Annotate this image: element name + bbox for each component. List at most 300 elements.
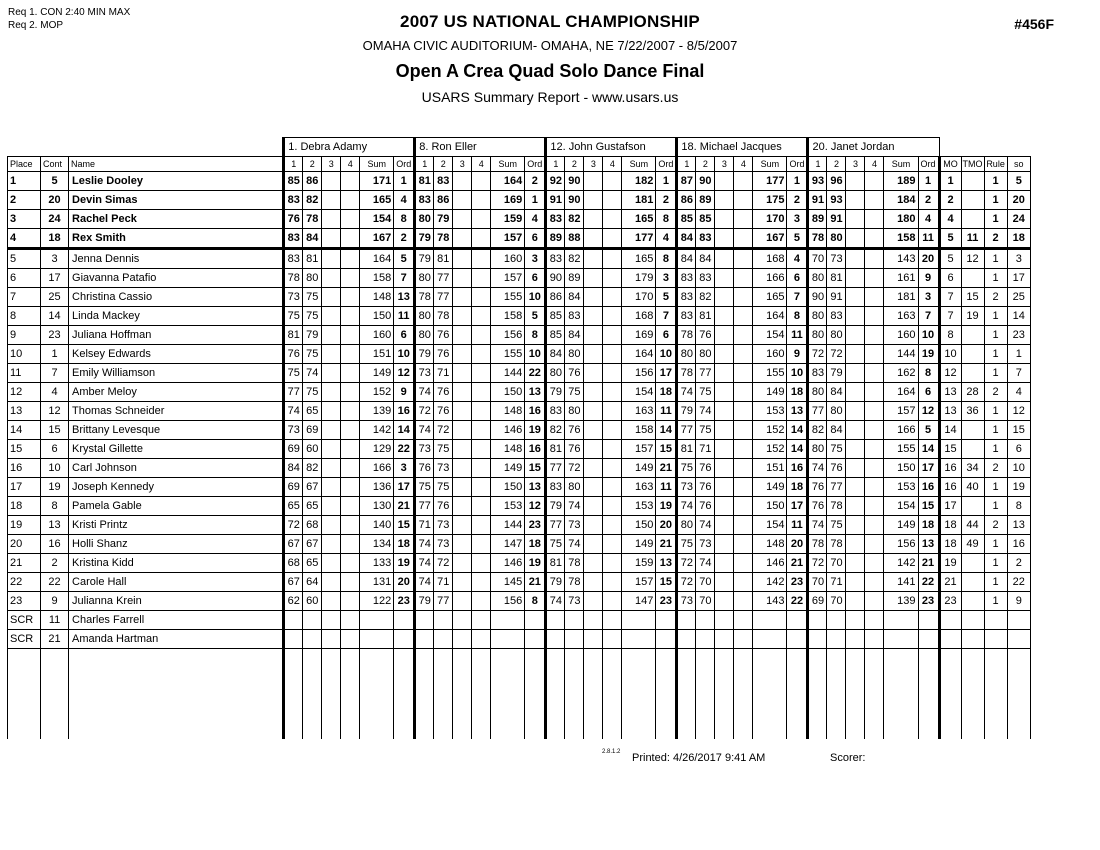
cell-j3-mark4	[603, 306, 622, 325]
cell-rule: 2	[984, 382, 1007, 401]
cell-rule: 1	[984, 534, 1007, 553]
cell-j2-sum: 158	[491, 306, 525, 325]
cell-j2-sum: 156	[491, 325, 525, 344]
header-judge3-4: 4	[603, 156, 622, 171]
cell-j1-mark4	[341, 248, 360, 268]
cell-j5-mark4	[865, 572, 884, 591]
tail-mark	[846, 648, 865, 667]
cell-j4-sum: 164	[753, 306, 787, 325]
cell-j1-mark4	[341, 591, 360, 610]
cell-j2-mark3	[453, 553, 472, 572]
tail-ord	[525, 703, 546, 721]
cell-name: Giavanna Patafio	[69, 268, 284, 287]
header-judge2-sum: Sum	[491, 156, 525, 171]
cell-j2-mark2: 75	[434, 439, 453, 458]
cell-j2-mark3	[453, 287, 472, 306]
cell-j3-mark1: 89	[546, 228, 565, 248]
header-judge1-2: 2	[303, 156, 322, 171]
cell-j4-mark4	[734, 401, 753, 420]
cell-j3-sum: 157	[622, 439, 656, 458]
cell-j2-ord: 4	[525, 209, 546, 228]
cell-j1-ord: 2	[394, 228, 415, 248]
cell-j5-mark2: 80	[827, 325, 846, 344]
cell-mo: 23	[939, 591, 961, 610]
results-table	[7, 137, 1031, 739]
tail-mark	[715, 703, 734, 721]
cell-j3-mark3	[584, 248, 603, 268]
cell-tmo: 34	[961, 458, 984, 477]
cell-j4-sum: 152	[753, 439, 787, 458]
cell-j5-mark2: 70	[827, 553, 846, 572]
cell-j5-mark1: 70	[808, 572, 827, 591]
cell-j4-mark1: 74	[677, 382, 696, 401]
cell-j1-ord: 18	[394, 534, 415, 553]
cell-j2-mark3	[453, 382, 472, 401]
cell-j3-mark3	[584, 190, 603, 209]
tail-so	[1007, 721, 1030, 739]
cell-j5-mark3	[846, 268, 865, 287]
cell-j2-mark4	[472, 228, 491, 248]
cell-j1-mark1: 76	[284, 344, 303, 363]
cell-j1-mark4	[341, 363, 360, 382]
cell-j3-mark3	[584, 209, 603, 228]
cell-j1-mark3	[322, 209, 341, 228]
cell-j4-mark2: 83	[696, 228, 715, 248]
tail-mark	[696, 721, 715, 739]
cell-rule: 2	[984, 515, 1007, 534]
cell-j5-mark1: 82	[808, 420, 827, 439]
tail-mark	[827, 703, 846, 721]
cell-j1-sum	[360, 629, 394, 648]
tail-mark	[827, 667, 846, 685]
cell-j3-mark4	[603, 515, 622, 534]
tail-mark	[603, 685, 622, 703]
tail-sum	[360, 703, 394, 721]
cell-j4-sum: 153	[753, 401, 787, 420]
header-judge4-sum: Sum	[753, 156, 787, 171]
cell-j3-mark4	[603, 287, 622, 306]
cell-j4-mark2: 77	[696, 363, 715, 382]
cell-mo: 13	[939, 382, 961, 401]
cell-j2-mark2: 76	[434, 496, 453, 515]
cell-j2-ord: 6	[525, 228, 546, 248]
cell-j1-mark3	[322, 306, 341, 325]
tail-mark	[434, 667, 453, 685]
cell-cont: 20	[41, 190, 69, 209]
cell-j3-mark3	[584, 610, 603, 629]
cell-cont: 2	[41, 553, 69, 572]
cell-j3-mark4	[603, 420, 622, 439]
cell-j1-ord: 1	[394, 171, 415, 190]
cell-tmo: 12	[961, 248, 984, 268]
cell-place: 6	[8, 268, 41, 287]
cell-j1-mark1: 77	[284, 382, 303, 401]
cell-j4-mark2: 89	[696, 190, 715, 209]
cell-j3-mark1: 83	[546, 209, 565, 228]
cell-j3-mark2: 74	[565, 496, 584, 515]
tail-mark	[453, 648, 472, 667]
cell-rule: 1	[984, 496, 1007, 515]
cell-j1-mark4	[341, 401, 360, 420]
cell-j3-mark4	[603, 268, 622, 287]
cell-j3-sum: 169	[622, 325, 656, 344]
cell-j3-sum: 149	[622, 534, 656, 553]
cell-j5-ord: 18	[918, 515, 939, 534]
cell-j1-sum: 148	[360, 287, 394, 306]
cell-j5-mark1: 76	[808, 477, 827, 496]
cell-name: Julianna Krein	[69, 591, 284, 610]
tail-mark	[284, 703, 303, 721]
cell-j5-mark2	[827, 610, 846, 629]
cell-j5-mark4	[865, 287, 884, 306]
cell-mo: 13	[939, 401, 961, 420]
tail-sum	[360, 721, 394, 739]
cell-j5-mark3	[846, 496, 865, 515]
cell-j4-mark1: 83	[677, 306, 696, 325]
cell-j4-ord: 14	[787, 420, 808, 439]
cell-j3-mark3	[584, 477, 603, 496]
cell-j1-mark2: 67	[303, 534, 322, 553]
cell-j5-mark1: 78	[808, 228, 827, 248]
cell-j2-mark1: 79	[415, 228, 434, 248]
tail-place	[8, 648, 41, 667]
cell-j4-sum: 150	[753, 496, 787, 515]
cell-j3-ord: 10	[656, 344, 677, 363]
cell-j4-ord: 11	[787, 515, 808, 534]
tail-mark	[434, 685, 453, 703]
tail-mark	[865, 648, 884, 667]
cell-rule: 1	[984, 591, 1007, 610]
cell-j3-mark1: 75	[546, 534, 565, 553]
cell-j5-ord: 1	[918, 171, 939, 190]
cell-j4-mark3	[715, 325, 734, 344]
cell-j2-mark2: 72	[434, 553, 453, 572]
cell-j4-mark2: 70	[696, 572, 715, 591]
tail-sum	[491, 648, 525, 667]
tail-mark	[584, 667, 603, 685]
cell-j1-mark1: 67	[284, 534, 303, 553]
header-judge4-4: 4	[734, 156, 753, 171]
cell-j4-mark3	[715, 496, 734, 515]
tail-ord	[787, 721, 808, 739]
cell-j5-mark3	[846, 325, 865, 344]
cell-j1-mark1: 67	[284, 572, 303, 591]
tail-mark	[303, 721, 322, 739]
cell-j3-sum	[622, 610, 656, 629]
cell-j2-mark4	[472, 420, 491, 439]
cell-j1-mark1: 74	[284, 401, 303, 420]
cell-cont: 21	[41, 629, 69, 648]
cell-j3-mark4	[603, 209, 622, 228]
cell-j1-sum	[360, 610, 394, 629]
tail-place	[8, 667, 41, 685]
cell-j2-mark3	[453, 209, 472, 228]
cell-j2-sum: 156	[491, 591, 525, 610]
tail-mark	[415, 721, 434, 739]
tail-mark	[453, 667, 472, 685]
cell-rule: 1	[984, 209, 1007, 228]
cell-j3-mark4	[603, 363, 622, 382]
cell-cont: 5	[41, 171, 69, 190]
header-judge4-1: 1	[677, 156, 696, 171]
tail-mark	[846, 667, 865, 685]
tail-ord	[656, 648, 677, 667]
cell-j5-mark3	[846, 458, 865, 477]
header-judge1-1: 1	[284, 156, 303, 171]
cell-j1-mark4	[341, 553, 360, 572]
judge-name-header-2: 8. Ron Eller	[415, 138, 546, 157]
cell-j3-mark3	[584, 325, 603, 344]
cell-j3-mark4	[603, 401, 622, 420]
header-place: Place	[8, 156, 41, 171]
cell-j5-mark4	[865, 306, 884, 325]
cell-j1-ord: 20	[394, 572, 415, 591]
cell-j1-mark3	[322, 344, 341, 363]
cell-j4-mark3	[715, 553, 734, 572]
cell-mo	[939, 629, 961, 648]
cell-j3-mark4	[603, 458, 622, 477]
tail-sum	[622, 648, 656, 667]
tail-mark	[341, 648, 360, 667]
cell-j1-mark2: 60	[303, 439, 322, 458]
cell-j5-mark3	[846, 610, 865, 629]
cell-j2-mark4	[472, 171, 491, 190]
tail-cont	[41, 703, 69, 721]
cell-j4-ord: 2	[787, 190, 808, 209]
cell-j5-mark2: 77	[827, 477, 846, 496]
cell-j4-ord: 14	[787, 439, 808, 458]
tail-mark	[565, 648, 584, 667]
tail-mark	[472, 685, 491, 703]
tail-name	[69, 721, 284, 739]
cell-j4-sum	[753, 629, 787, 648]
cell-rule: 2	[984, 287, 1007, 306]
cell-j3-mark2: 72	[565, 458, 584, 477]
cell-so: 9	[1007, 591, 1030, 610]
tail-mark	[415, 703, 434, 721]
cell-j5-mark4	[865, 344, 884, 363]
championship-title: 2007 US NATIONAL CHAMPIONSHIP	[400, 12, 700, 31]
tail-mo	[939, 721, 961, 739]
tail-mark	[808, 648, 827, 667]
cell-j1-ord: 3	[394, 458, 415, 477]
cell-place: 9	[8, 325, 41, 344]
cell-j1-mark2: 78	[303, 209, 322, 228]
cell-j5-sum: 160	[884, 325, 918, 344]
cell-j5-ord	[918, 610, 939, 629]
cell-j5-ord: 6	[918, 382, 939, 401]
cell-j2-mark1: 80	[415, 325, 434, 344]
cell-j1-mark2: 75	[303, 344, 322, 363]
cell-j4-mark4	[734, 171, 753, 190]
cell-j3-mark4	[603, 228, 622, 248]
cell-so: 12	[1007, 401, 1030, 420]
cell-j1-mark1: 75	[284, 306, 303, 325]
cell-j1-mark4	[341, 610, 360, 629]
cell-j3-mark3	[584, 629, 603, 648]
cell-j2-mark4	[472, 401, 491, 420]
tail-mark	[434, 648, 453, 667]
cell-j3-mark4	[603, 344, 622, 363]
cell-j1-ord: 15	[394, 515, 415, 534]
cell-j2-ord: 18	[525, 534, 546, 553]
tail-mo	[939, 667, 961, 685]
cell-j2-mark1: 77	[415, 496, 434, 515]
cell-name: Charles Farrell	[69, 610, 284, 629]
cell-j4-mark3	[715, 515, 734, 534]
cell-j5-mark4	[865, 401, 884, 420]
result-row-1-5	[8, 171, 1031, 190]
cell-j4-mark4	[734, 591, 753, 610]
cell-j3-mark1: 85	[546, 306, 565, 325]
cell-cont: 9	[41, 591, 69, 610]
cell-j5-mark2: 91	[827, 209, 846, 228]
cell-so: 7	[1007, 363, 1030, 382]
tail-ord	[525, 648, 546, 667]
cell-tmo: 36	[961, 401, 984, 420]
tail-ord	[918, 648, 939, 667]
cell-rule: 2	[984, 228, 1007, 248]
cell-j2-ord: 16	[525, 439, 546, 458]
cell-name: Thomas Schneider	[69, 401, 284, 420]
cell-j1-mark1: 75	[284, 363, 303, 382]
cell-j2-mark3	[453, 458, 472, 477]
cell-j2-ord: 8	[525, 591, 546, 610]
cell-tmo	[961, 209, 984, 228]
cell-cont: 19	[41, 477, 69, 496]
cell-j1-mark2: 75	[303, 306, 322, 325]
cell-so: 8	[1007, 496, 1030, 515]
venue-line: OMAHA CIVIC AUDITORIUM- OMAHA, NE 7/22/2007 - 8/5/2007	[362, 38, 738, 53]
cell-j2-sum: 148	[491, 439, 525, 458]
header-judge5-4: 4	[865, 156, 884, 171]
cell-j4-mark4	[734, 496, 753, 515]
cell-j5-sum: 164	[884, 382, 918, 401]
cell-j4-mark2: 76	[696, 477, 715, 496]
cell-so: 4	[1007, 382, 1030, 401]
cell-j5-mark1: 80	[808, 306, 827, 325]
tail-mark	[341, 703, 360, 721]
cell-place: SCR	[8, 610, 41, 629]
cell-name: Carl Johnson	[69, 458, 284, 477]
cell-place: 14	[8, 420, 41, 439]
tail-ord	[525, 721, 546, 739]
cell-place: 16	[8, 458, 41, 477]
cell-j2-mark1: 76	[415, 458, 434, 477]
tail-mark	[603, 703, 622, 721]
cell-j3-sum	[622, 629, 656, 648]
header-judge2-3: 3	[453, 156, 472, 171]
cell-j5-mark1: 90	[808, 287, 827, 306]
cell-j4-mark4	[734, 629, 753, 648]
cell-j1-mark3	[322, 287, 341, 306]
cell-j4-ord: 8	[787, 306, 808, 325]
cell-j5-sum: 184	[884, 190, 918, 209]
tail-mark	[734, 685, 753, 703]
tail-mark	[472, 703, 491, 721]
cell-j4-mark3	[715, 382, 734, 401]
cell-j5-mark2: 73	[827, 248, 846, 268]
header-judge4-3: 3	[715, 156, 734, 171]
cell-j4-mark3	[715, 306, 734, 325]
cell-j4-mark1: 83	[677, 287, 696, 306]
cell-j4-ord: 20	[787, 534, 808, 553]
tail-mark	[584, 685, 603, 703]
cell-j2-mark1: 73	[415, 363, 434, 382]
cell-j5-ord: 4	[918, 209, 939, 228]
cell-j2-mark3	[453, 325, 472, 344]
cell-j1-sum: 122	[360, 591, 394, 610]
cell-j2-mark2: 79	[434, 209, 453, 228]
cell-j4-mark3	[715, 591, 734, 610]
cell-j5-mark4	[865, 325, 884, 344]
cell-j2-mark1: 78	[415, 287, 434, 306]
cell-j5-ord: 16	[918, 477, 939, 496]
cell-name: Christina Cassio	[69, 287, 284, 306]
cell-j5-sum	[884, 629, 918, 648]
cell-j1-mark4	[341, 439, 360, 458]
tail-mark	[415, 667, 434, 685]
cell-cont: 12	[41, 401, 69, 420]
cell-j2-mark3	[453, 248, 472, 268]
cell-j2-mark2: 76	[434, 344, 453, 363]
cell-j4-mark1: 72	[677, 553, 696, 572]
cell-j4-mark2: 84	[696, 248, 715, 268]
cell-j1-mark1: 65	[284, 496, 303, 515]
cell-j2-ord: 21	[525, 572, 546, 591]
cell-place: 1	[8, 171, 41, 190]
cell-j1-sum: 129	[360, 439, 394, 458]
tail-mark	[677, 685, 696, 703]
cell-j1-mark3	[322, 610, 341, 629]
tail-ord	[525, 685, 546, 703]
cell-j1-mark3	[322, 190, 341, 209]
cell-j2-mark4	[472, 325, 491, 344]
cell-j4-mark3	[715, 401, 734, 420]
header-judge1-3: 3	[322, 156, 341, 171]
cell-j4-mark4	[734, 610, 753, 629]
cell-j4-ord: 13	[787, 401, 808, 420]
cell-j1-mark2: 80	[303, 268, 322, 287]
cell-j5-sum: 142	[884, 553, 918, 572]
tail-mark	[715, 685, 734, 703]
cell-j1-mark2: 65	[303, 496, 322, 515]
cell-j3-mark4	[603, 629, 622, 648]
cell-tmo: 28	[961, 382, 984, 401]
cell-j5-mark2: 83	[827, 306, 846, 325]
cell-j2-mark1	[415, 629, 434, 648]
tail-mark	[322, 667, 341, 685]
cell-j2-mark2: 78	[434, 228, 453, 248]
cell-j1-mark3	[322, 496, 341, 515]
cell-j2-mark2: 77	[434, 287, 453, 306]
cell-j4-mark2: 70	[696, 591, 715, 610]
cell-j3-mark2: 78	[565, 572, 584, 591]
cell-j2-ord: 8	[525, 325, 546, 344]
cell-j1-mark4	[341, 287, 360, 306]
cell-j5-mark2: 78	[827, 496, 846, 515]
cell-j1-sum: 171	[360, 171, 394, 190]
cell-so: 15	[1007, 420, 1030, 439]
cell-cont: 16	[41, 534, 69, 553]
cell-j2-mark2: 78	[434, 306, 453, 325]
cell-j1-ord: 9	[394, 382, 415, 401]
cell-j4-sum: 149	[753, 477, 787, 496]
cell-place: 19	[8, 515, 41, 534]
cell-j4-mark2: 80	[696, 344, 715, 363]
cell-j5-mark3	[846, 591, 865, 610]
cell-j4-mark1: 86	[677, 190, 696, 209]
